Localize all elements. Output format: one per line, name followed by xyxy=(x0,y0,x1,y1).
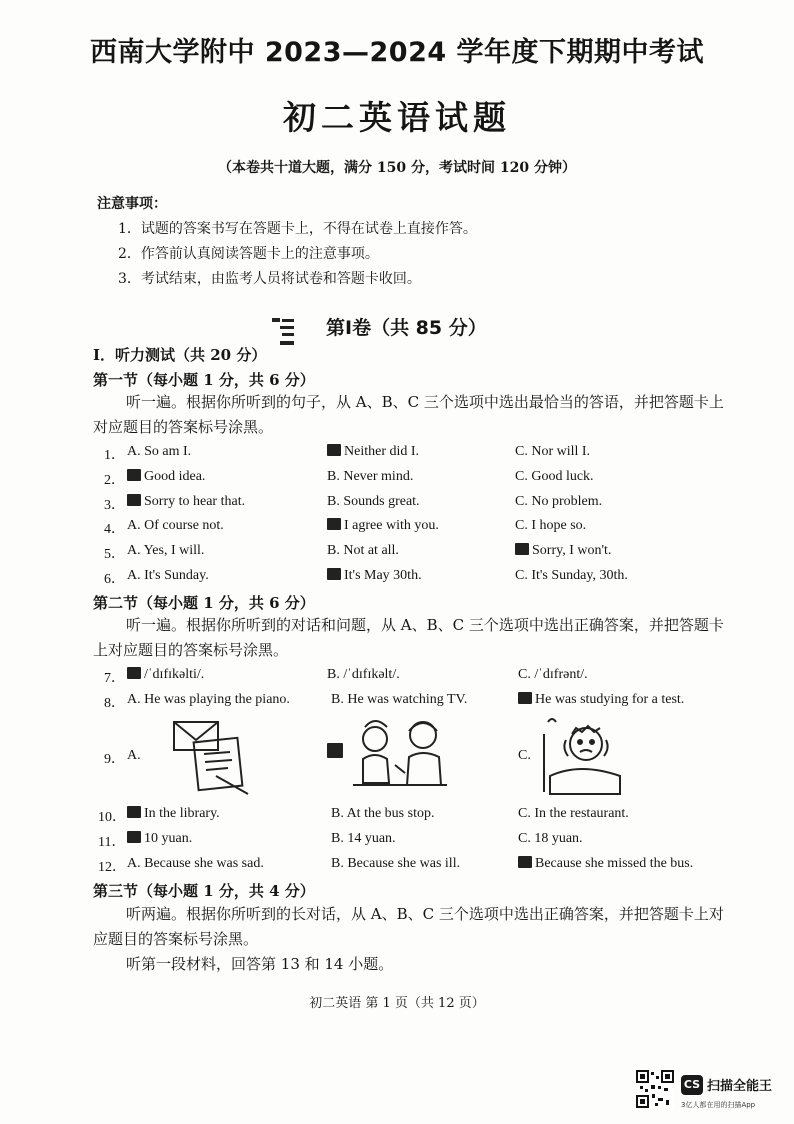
instruction: 应题目的答案标号涂黑。 xyxy=(93,930,259,948)
section-title: 第一节（每小题 1 分，共 6 分） xyxy=(93,371,315,389)
option-a: A. Of course not. xyxy=(127,518,224,533)
question-number: 11． xyxy=(98,835,126,850)
option-a: A. It's Sunday. xyxy=(127,568,209,583)
notice-heading: 注意事项： xyxy=(97,196,167,212)
question-number: 8． xyxy=(104,696,125,711)
volume-heading: 第Ⅰ卷（共 85 分） xyxy=(326,317,487,339)
option-c: He was studying for a test. xyxy=(518,692,684,708)
answer-mark-icon xyxy=(327,568,341,580)
option-a: A. xyxy=(127,748,141,763)
page-footer: 初二英语 第 1 页（共 12 页） xyxy=(309,996,485,1011)
option-c: C. Nor will I. xyxy=(515,444,591,459)
option-a: Sorry to hear that. xyxy=(127,494,245,510)
answer-mark-icon xyxy=(518,856,532,868)
question-number: 4． xyxy=(104,522,125,537)
answer-mark-icon xyxy=(127,806,141,818)
notice-item: 1．试题的答案书写在答题卡上，不得在试卷上直接作答。 xyxy=(118,221,477,237)
option-c: C. I hope so. xyxy=(515,518,587,533)
question-number: 12． xyxy=(98,860,126,875)
answer-mark-icon xyxy=(327,444,341,456)
option-b: It's May 30th. xyxy=(327,568,422,584)
option-c: Sorry, I won't. xyxy=(515,543,611,559)
option-a: Good idea. xyxy=(127,469,205,485)
instruction: 听两遍。根据你所听到的长对话，从 A、B、C 三个选项中选出正确答案，并把答题卡上对 xyxy=(126,905,724,923)
option-b: I agree with you. xyxy=(327,518,439,534)
option-c: C. No problem. xyxy=(515,494,603,509)
option-c: C. /ˈdɪfrənt/. xyxy=(518,667,588,682)
instruction: 对应题目的答案标号涂黑。 xyxy=(93,418,274,436)
option-b xyxy=(326,722,330,726)
ink-mark-icon xyxy=(270,316,296,350)
answer-mark-icon xyxy=(327,742,343,757)
option-b: B. /ˈdɪfɪkəlt/. xyxy=(327,667,400,682)
option-c: C. Good luck. xyxy=(515,469,594,484)
question-number: 9． xyxy=(104,752,125,767)
option-b: B. Never mind. xyxy=(327,469,414,484)
instruction: 听一遍。根据你所听到的句子，从 A、B、C 三个选项中选出最恰当的答语，并把答题卡上 xyxy=(126,393,724,411)
answer-mark-icon xyxy=(518,692,532,704)
question-number: 1． xyxy=(104,448,125,463)
scanner-tagline: 3亿人都在用的扫描App xyxy=(681,1101,756,1109)
answer-mark-icon xyxy=(515,543,529,555)
option-b: B. He was watching TV. xyxy=(331,692,468,707)
option-a: A. Yes, I will. xyxy=(127,543,205,558)
camscanner-logo-icon: CS xyxy=(681,1075,703,1095)
option-a: A. He was playing the piano. xyxy=(127,692,290,707)
instruction: 听第一段材料，回答第 13 和 14 小题。 xyxy=(126,955,394,973)
notice-item: 2．作答前认真阅读答题卡上的注意事项。 xyxy=(118,246,379,262)
option-a: 10 yuan. xyxy=(127,831,192,847)
scanner-app-name: 扫描全能王 xyxy=(707,1079,773,1094)
option-b: B. 14 yuan. xyxy=(331,831,396,846)
option-b: B. Because she was ill. xyxy=(331,856,461,871)
part-title: Ⅰ．听力测试（共 20 分） xyxy=(93,346,267,364)
question-number: 10． xyxy=(98,810,126,825)
question-number: 2． xyxy=(104,473,125,488)
answer-mark-icon xyxy=(327,518,341,530)
option-a: A. Because she was sad. xyxy=(127,856,264,871)
option-c: Because she missed the bus. xyxy=(518,856,693,872)
qr-code-icon xyxy=(636,1070,674,1108)
sick-boy-in-bed-picture-icon xyxy=(536,714,626,798)
question-number: 6． xyxy=(104,572,125,587)
section-title: 第三节（每小题 1 分，共 4 分） xyxy=(93,882,315,900)
option-a: In the library. xyxy=(127,806,220,822)
option-a: A. So am I. xyxy=(127,444,192,459)
option-b: Neither did I. xyxy=(327,444,419,460)
question-number: 5． xyxy=(104,547,125,562)
instruction: 听一遍。根据你所听到的对话和问题，从 A、B、C 三个选项中选出正确答案，并把答题卡 xyxy=(126,616,724,634)
answer-mark-icon xyxy=(127,494,141,506)
option-b: B. Sounds great. xyxy=(327,494,420,509)
exam-title: 西南大学附中 2023—2024 学年度下期期中考试 xyxy=(89,37,705,68)
notice-item: 3．考试结束，由监考人员将试卷和答题卡收回。 xyxy=(118,271,421,287)
option-b: B. At the bus stop. xyxy=(331,806,435,821)
option-c: C. xyxy=(518,748,531,763)
exam-info: （本卷共十道大题，满分 150 分，考试时间 120 分钟） xyxy=(218,160,576,176)
option-c: C. 18 yuan. xyxy=(518,831,583,846)
answer-mark-icon xyxy=(127,469,141,481)
option-b: B. Not at all. xyxy=(327,543,399,558)
question-number: 7． xyxy=(104,671,125,686)
question-number: 3． xyxy=(104,498,125,513)
letter-picture-icon xyxy=(168,716,254,796)
option-c: C. It's Sunday, 30th. xyxy=(515,568,628,583)
exam-subtitle: 初二英语试题 xyxy=(283,98,511,137)
answer-mark-icon xyxy=(127,831,141,843)
option-a: /ˈdɪfɪkəlti/. xyxy=(127,667,204,683)
answer-mark-icon xyxy=(127,667,141,679)
section-title: 第二节（每小题 1 分，共 6 分） xyxy=(93,594,315,612)
friends-talking-picture-icon xyxy=(343,713,453,799)
option-c: C. In the restaurant. xyxy=(518,806,629,821)
instruction: 上对应题目的答案标号涂黑。 xyxy=(93,641,289,659)
